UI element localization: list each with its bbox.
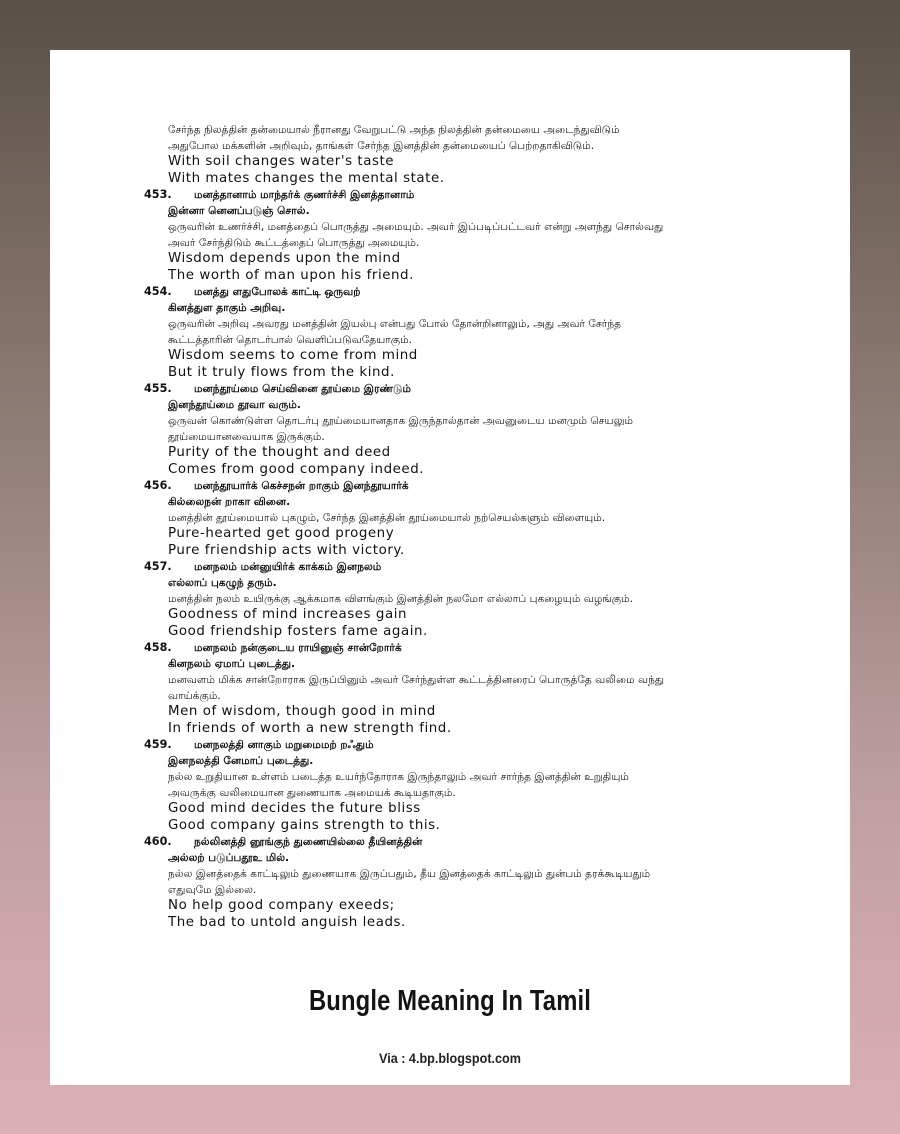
english-translation-line: Good mind decides the future bliss: [168, 801, 421, 816]
tamil-meaning-line: எதுவுமே இல்லை.: [168, 884, 257, 896]
tamil-meaning-line: சேர்ந்த நிலத்தின் தன்மையால் நீரானது வேறுபட்டு அந்த நிலத்தின் தன்மையை அடைந்துவிடும்: [168, 124, 620, 136]
verse-453: [144, 187, 808, 284]
english-translation-line: Pure-hearted get good progeny: [168, 526, 395, 541]
verse-line-1: மனநலம் மன்னுயிர்க் காக்கம் இனநலம்: [194, 561, 382, 573]
tamil-meaning-line: அவர் சேர்ந்திடும் கூட்டத்தைப் பொருத்து அமையும்.: [168, 237, 420, 249]
verse-number: 455.: [144, 382, 172, 395]
tamil-meaning-line: ஒருவன் கொண்டுள்ள தொடர்பு தூய்மையானதாக இருந்தால்தான் அவனுடைய மனமும் செயலும்: [168, 415, 634, 427]
verse-459: [144, 737, 808, 834]
verse-460: [144, 834, 808, 931]
intro-block: [168, 122, 808, 187]
verse-number: 453.: [144, 188, 172, 201]
tamil-meaning-line: நல்ல இனத்தைக் காட்டிலும் துணையாக இருப்பதும், தீய இனத்தைக் காட்டிலும் துன்பம் தரக்கூடியதும்: [168, 868, 651, 880]
verse-line-1: நல்லினத்தி னூங்குந் துணையில்லை தீயினத்தின்: [194, 836, 423, 848]
page-title: Bungle Meaning In Tamil: [308, 985, 592, 1017]
tamil-meaning-line: வாய்க்கும்.: [168, 690, 221, 702]
english-translation-line: Good company gains strength to this.: [168, 817, 441, 833]
tamil-meaning-line: நல்ல உறுதியான உள்ளம் படைத்த உயர்ந்தோராக இருந்தாலும் அவர் சார்ந்த இனத்தின் உறுதியும்: [168, 771, 629, 783]
verse-number: 459.: [144, 738, 172, 751]
verse-line-1: மனநலத்தி னாகும் மறுமைமற் றஃதும்: [194, 739, 374, 751]
scanned-document: [144, 122, 808, 931]
english-translation-line: Goodness of mind increases gain: [168, 607, 408, 622]
verse-455: [144, 381, 808, 478]
verse-number: 456.: [144, 479, 172, 492]
source-credit: Via : 4.bp.blogspot.com: [379, 1050, 521, 1066]
verse-line-2: அல்லற் படுப்பதூஉ மில்.: [168, 852, 290, 864]
english-translation-line: No help good company exeeds;: [168, 898, 395, 913]
english-translation-line: The bad to untold anguish leads.: [168, 914, 406, 930]
tamil-meaning-line: கூட்டத்தாரின் தொடர்பால் வெளிப்படுவதேயாகும்.: [168, 334, 413, 346]
verse-line-2: எல்லாப் புகழுந் தரும்.: [168, 577, 277, 589]
english-translation-line: Good friendship fosters fame again.: [168, 623, 428, 639]
english-translation-line: Wisdom seems to come from mind: [168, 348, 418, 363]
verse-line-1: மனத்து ளதுபோலக் காட்டி ஒருவற்: [194, 286, 361, 298]
english-translation-line: In friends of worth a new strength find.: [168, 720, 452, 736]
verse-line-1: மனந்தூயார்க் கெச்சநன் றாகும் இனந்தூயார்க்: [194, 480, 409, 492]
english-translation-line: With mates changes the mental state.: [168, 170, 445, 186]
english-translation-line: Men of wisdom, though good in mind: [168, 704, 436, 719]
tamil-meaning-line: மனத்தின் நலம் உயிருக்கு ஆக்கமாக விளங்கும் இனத்தின் நலமோ எல்லாப் புகழையும் வழங்கும்.: [168, 593, 633, 605]
english-translation-line: The worth of man upon his friend.: [168, 267, 414, 283]
tamil-meaning-line: அதுபோல மக்களின் அறிவும், தாங்கள் சேர்ந்த இனத்தின் தன்மையைப் பெற்றதாகிவிடும்.: [168, 140, 595, 152]
english-translation-line: But it truly flows from the kind.: [168, 364, 395, 380]
verse-line-2: இனந்தூய்மை தூவா வரும்.: [168, 399, 301, 411]
verse-454: [144, 284, 808, 381]
tamil-meaning-line: ஒருவரின் அறிவு அவரது மனத்தின் இயல்பு என்பது போல் தோன்றினாலும், அது அவர் சேர்ந்த: [168, 318, 622, 330]
verse-number: 457.: [144, 560, 172, 573]
english-translation-line: Purity of the thought and deed: [168, 445, 391, 460]
verse-line-1: மனத்தானாம் மாந்தர்க் குணர்ச்சி இனத்தானாம்: [194, 189, 415, 201]
tamil-meaning-line: மனத்தின் தூய்மையால் புகழும், சேர்ந்த இனத்தின் தூய்மையால் நற்செயல்களும் விளையும்.: [168, 512, 606, 524]
verse-line-1: மனந்தூய்மை செய்வினை தூய்மை இரண்டும்: [194, 383, 412, 395]
english-translation-line: With soil changes water's taste: [168, 154, 395, 169]
verse-456: [144, 478, 808, 559]
content-card: [50, 50, 850, 1085]
tamil-meaning-line: ஒருவரின் உணர்ச்சி, மனத்தைப் பொருத்து அமையும். அவர் இப்படிப்பட்டவர் என்று அளந்து சொல்வது: [168, 221, 664, 233]
verse-line-2: இனநலத்தி னேமாப் புடைத்து.: [168, 755, 314, 767]
verse-457: [144, 559, 808, 640]
verse-number: 458.: [144, 641, 172, 654]
tamil-meaning-line: அவருக்கு வலிமையான துணையாக அமையக் கூடியதாகும்.: [168, 787, 456, 799]
verse-line-2: இன்னா னெனப்படுஞ் சொல்.: [168, 205, 310, 217]
english-translation-line: Comes from good company indeed.: [168, 461, 425, 477]
tamil-meaning-line: மனவளம் மிக்க சான்றோராக இருப்பினும் அவர் சேர்ந்துள்ள கூட்டத்தினரைப் பொருத்தே வலிமை வந்து: [168, 674, 665, 686]
verse-458: [144, 640, 808, 737]
verse-line-2: கினத்துள தாகும் அறிவு.: [168, 302, 286, 314]
verse-line-2: கில்லைநன் றாகா வினை.: [168, 496, 291, 508]
verse-number: 460.: [144, 835, 172, 848]
verse-line-2: கினநலம் ஏமாப் புடைத்து.: [168, 658, 296, 670]
verse-number: 454.: [144, 285, 172, 298]
verse-line-1: மனநலம் நன்குடைய ராயினுஞ் சான்றோர்க்: [194, 642, 402, 654]
tamil-meaning-line: தூய்மையானவையாக இருக்கும்.: [168, 431, 325, 443]
english-translation-line: Pure friendship acts with victory.: [168, 542, 405, 558]
english-translation-line: Wisdom depends upon the mind: [168, 251, 401, 266]
